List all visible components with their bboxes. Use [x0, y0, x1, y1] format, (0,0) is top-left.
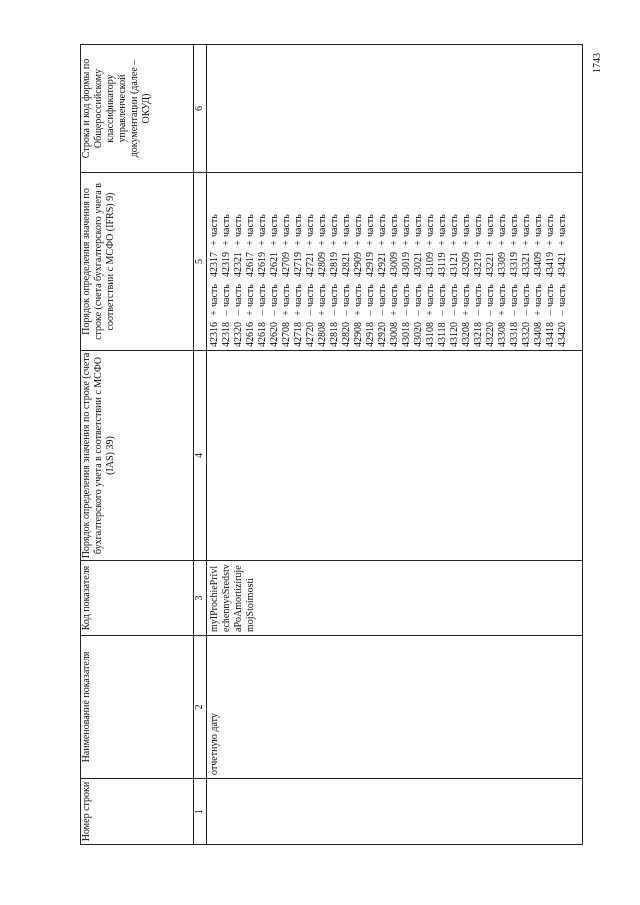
account-formula-line: [449, 176, 461, 347]
operator-sign: +: [497, 240, 508, 246]
part-label: часть: [509, 284, 520, 307]
account-number: 43019: [401, 252, 412, 277]
operator-sign: +: [557, 240, 568, 246]
indicator-code-cell: myIProchiePrivlechennyeSredstvaPoAmortizirujemojStoimosti: [207, 561, 583, 636]
row-number-cell: [207, 779, 583, 845]
account-number: 42316: [209, 322, 220, 347]
account-number: 43018: [401, 322, 412, 347]
operator-sign: +: [317, 310, 328, 316]
operator-sign: –: [437, 310, 448, 316]
account-number: 43220: [485, 322, 496, 347]
account-number: 42820: [341, 322, 352, 347]
part-label: часть: [305, 284, 316, 307]
header-ifrs9-order: Порядок определения значения по строке (счета бухгалтерского учета в соответствии с МСФО (IFRS) 9): [81, 173, 194, 351]
account-formula-line: [485, 176, 497, 347]
account-number: 43209: [461, 252, 472, 277]
account-formula-line: [437, 176, 449, 347]
part-label: часть: [425, 284, 436, 307]
operator-sign: –: [305, 310, 316, 316]
account-number: 43218: [473, 322, 484, 347]
part-label: часть: [293, 284, 304, 307]
account-formula-line: [233, 176, 245, 347]
part-label: часть: [425, 214, 436, 237]
account-number: 42318: [221, 322, 232, 347]
part-label: часть: [413, 214, 424, 237]
operator-sign: +: [221, 240, 232, 246]
operator-sign: –: [509, 310, 520, 316]
account-number: 43020: [413, 322, 424, 347]
part-label: часть: [317, 214, 328, 237]
account-number: 43208: [461, 322, 472, 347]
account-formula-line: [377, 176, 389, 347]
operator-sign: +: [485, 240, 496, 246]
operator-sign: –: [401, 310, 412, 316]
column-number: 3: [194, 561, 207, 636]
part-label: часть: [389, 214, 400, 237]
part-label: часть: [461, 284, 472, 307]
operator-sign: –: [449, 310, 460, 316]
account-number: 42616: [245, 322, 256, 347]
operator-sign: +: [425, 240, 436, 246]
operator-sign: +: [329, 240, 340, 246]
part-label: часть: [473, 284, 484, 307]
account-number: 42319: [221, 252, 232, 277]
part-label: часть: [497, 284, 508, 307]
part-label: часть: [377, 214, 388, 237]
account-number: 42908: [353, 322, 364, 347]
operator-sign: +: [545, 240, 556, 246]
part-label: часть: [269, 284, 280, 307]
account-number: 42321: [233, 252, 244, 277]
account-number: 42919: [365, 252, 376, 277]
operator-sign: –: [473, 310, 484, 316]
account-formula-list: [209, 176, 569, 347]
part-label: часть: [365, 284, 376, 307]
column-number: 1: [194, 779, 207, 845]
part-label: часть: [221, 284, 232, 307]
account-number: 43119: [437, 252, 448, 277]
part-label: часть: [389, 284, 400, 307]
part-label: часть: [437, 214, 448, 237]
operator-sign: +: [341, 240, 352, 246]
part-label: часть: [233, 284, 244, 307]
account-number: 43108: [425, 322, 436, 347]
part-label: часть: [317, 284, 328, 307]
account-number: 42721: [305, 252, 316, 277]
account-number: 42621: [269, 252, 280, 277]
column-number-row: [194, 45, 207, 845]
account-formula-line: [305, 176, 317, 347]
account-number: 42819: [329, 252, 340, 277]
part-label: часть: [497, 214, 508, 237]
operator-sign: +: [377, 240, 388, 246]
account-number: 43008: [389, 322, 400, 347]
part-label: часть: [557, 284, 568, 307]
account-number: 42620: [269, 322, 280, 347]
part-label: часть: [509, 214, 520, 237]
operator-sign: +: [269, 240, 280, 246]
account-formula-line: [329, 176, 341, 347]
part-label: часть: [341, 214, 352, 237]
account-number: 43308: [497, 322, 508, 347]
account-formula-line: [425, 176, 437, 347]
operator-sign: –: [329, 310, 340, 316]
operator-sign: +: [281, 310, 292, 316]
part-label: часть: [269, 214, 280, 237]
header-indicator-name: Наименование показателя: [81, 636, 194, 779]
operator-sign: +: [293, 310, 304, 316]
account-formula-line: [461, 176, 473, 347]
account-number: 43321: [521, 252, 532, 277]
part-label: часть: [473, 214, 484, 237]
header-okud: Строка и код формы по Общероссийскому классификатору управленческой документации (далее – ОКУД): [81, 45, 194, 173]
part-label: часть: [485, 284, 496, 307]
operator-sign: +: [509, 240, 520, 246]
operator-sign: –: [521, 310, 532, 316]
account-number: 42320: [233, 322, 244, 347]
account-number: 42909: [353, 252, 364, 277]
account-number: 42709: [281, 252, 292, 277]
account-formula-line: [341, 176, 353, 347]
operator-sign: +: [461, 310, 472, 316]
part-label: часть: [257, 284, 268, 307]
operator-sign: +: [317, 240, 328, 246]
header-ias39-order: Порядок определения значения по строке (счета бухгалтерского учета в соответствии с МСФО (IAS) 39): [81, 351, 194, 561]
operator-sign: –: [233, 310, 244, 316]
operator-sign: +: [353, 310, 364, 316]
part-label: часть: [305, 214, 316, 237]
okud-cell: [207, 45, 583, 173]
account-number: 42818: [329, 322, 340, 347]
operator-sign: –: [221, 310, 232, 316]
part-label: часть: [413, 284, 424, 307]
operator-sign: +: [233, 240, 244, 246]
account-formula-line: [545, 176, 557, 347]
account-number: 42708: [281, 322, 292, 347]
operator-sign: +: [497, 310, 508, 316]
account-number: 43420: [557, 322, 568, 347]
account-formula-line: [353, 176, 365, 347]
operator-sign: +: [401, 240, 412, 246]
account-number: 42618: [257, 322, 268, 347]
account-formula-line: [281, 176, 293, 347]
operator-sign: +: [353, 240, 364, 246]
account-number: 43221: [485, 252, 496, 277]
account-formula-line: [473, 176, 485, 347]
account-number: 43118: [437, 322, 448, 347]
account-number: 42808: [317, 322, 328, 347]
account-formula-line: [533, 176, 545, 347]
account-number: 42317: [209, 252, 220, 277]
operator-sign: +: [473, 240, 484, 246]
part-label: часть: [377, 284, 388, 307]
part-label: часть: [341, 284, 352, 307]
account-number: 43320: [521, 322, 532, 347]
header-row: [81, 45, 194, 845]
part-label: часть: [449, 284, 460, 307]
operator-sign: +: [389, 310, 400, 316]
operator-sign: +: [245, 240, 256, 246]
part-label: часть: [281, 284, 292, 307]
account-number: 43319: [509, 252, 520, 277]
account-formula-line: [497, 176, 509, 347]
account-formula-line: [269, 176, 281, 347]
account-formula-line: [293, 176, 305, 347]
account-number: 43121: [449, 252, 460, 277]
ifrs9-order-cell: [207, 173, 583, 351]
operator-sign: +: [281, 240, 292, 246]
account-number: 42619: [257, 252, 268, 277]
account-number: 43408: [533, 322, 544, 347]
part-label: часть: [329, 214, 340, 237]
indicator-name-cell: отчетную дату: [207, 636, 583, 779]
operator-sign: +: [365, 240, 376, 246]
part-label: часть: [449, 214, 460, 237]
operator-sign: +: [425, 310, 436, 316]
part-label: часть: [533, 214, 544, 237]
part-label: часть: [209, 284, 220, 307]
account-number: 42720: [305, 322, 316, 347]
indicator-table: [80, 44, 583, 845]
operator-sign: +: [533, 310, 544, 316]
ias39-order-cell: [207, 351, 583, 561]
account-number: 43009: [389, 252, 400, 277]
column-number: 2: [194, 636, 207, 779]
part-label: часть: [281, 214, 292, 237]
part-label: часть: [245, 214, 256, 237]
part-label: часть: [461, 214, 472, 237]
part-label: часть: [545, 214, 556, 237]
part-label: часть: [437, 284, 448, 307]
account-number: 43109: [425, 252, 436, 277]
operator-sign: +: [461, 240, 472, 246]
part-label: часть: [293, 214, 304, 237]
table-row: [207, 45, 583, 845]
account-number: 42921: [377, 252, 388, 277]
account-number: 42918: [365, 322, 376, 347]
operator-sign: +: [521, 240, 532, 246]
part-label: часть: [233, 214, 244, 237]
account-number: 43219: [473, 252, 484, 277]
part-label: часть: [209, 214, 220, 237]
operator-sign: +: [257, 240, 268, 246]
operator-sign: –: [377, 310, 388, 316]
part-label: часть: [365, 214, 376, 237]
account-number: 42809: [317, 252, 328, 277]
operator-sign: +: [245, 310, 256, 316]
part-label: часть: [353, 214, 364, 237]
operator-sign: –: [341, 310, 352, 316]
part-label: часть: [533, 284, 544, 307]
account-formula-line: [557, 176, 569, 347]
part-label: часть: [485, 214, 496, 237]
account-formula-line: [413, 176, 425, 347]
operator-sign: –: [257, 310, 268, 316]
part-label: часть: [221, 214, 232, 237]
operator-sign: +: [305, 240, 316, 246]
account-formula-line: [245, 176, 257, 347]
page-number: 1743: [592, 53, 603, 73]
part-label: часть: [557, 214, 568, 237]
operator-sign: +: [437, 240, 448, 246]
part-label: часть: [401, 214, 412, 237]
operator-sign: +: [209, 240, 220, 246]
part-label: часть: [545, 284, 556, 307]
account-formula-line: [521, 176, 533, 347]
operator-sign: +: [209, 310, 220, 316]
account-number: 43021: [413, 252, 424, 277]
operator-sign: –: [269, 310, 280, 316]
account-formula-line: [401, 176, 413, 347]
part-label: часть: [329, 284, 340, 307]
part-label: часть: [401, 284, 412, 307]
part-label: часть: [521, 284, 532, 307]
account-formula-line: [209, 176, 221, 347]
account-formula-line: [509, 176, 521, 347]
operator-sign: –: [365, 310, 376, 316]
operator-sign: –: [413, 310, 424, 316]
column-number: 5: [194, 173, 207, 351]
account-number: 43318: [509, 322, 520, 347]
account-formula-line: [221, 176, 233, 347]
account-number: 42719: [293, 252, 304, 277]
operator-sign: –: [545, 310, 556, 316]
column-number: 4: [194, 351, 207, 561]
operator-sign: –: [557, 310, 568, 316]
account-number: 42920: [377, 322, 388, 347]
account-formula-line: [317, 176, 329, 347]
part-label: часть: [257, 214, 268, 237]
account-formula-line: [389, 176, 401, 347]
account-number: 43120: [449, 322, 460, 347]
account-number: 42718: [293, 322, 304, 347]
account-number: 43409: [533, 252, 544, 277]
header-indicator-code: Код показателя: [81, 561, 194, 636]
account-number: 43421: [557, 252, 568, 277]
operator-sign: –: [485, 310, 496, 316]
header-row-number: Номер строки: [81, 779, 194, 845]
account-number: 42821: [341, 252, 352, 277]
operator-sign: +: [533, 240, 544, 246]
account-number: 43418: [545, 322, 556, 347]
operator-sign: +: [449, 240, 460, 246]
account-formula-line: [365, 176, 377, 347]
part-label: часть: [245, 284, 256, 307]
operator-sign: +: [293, 240, 304, 246]
operator-sign: +: [389, 240, 400, 246]
account-formula-line: [257, 176, 269, 347]
account-number: 43309: [497, 252, 508, 277]
column-number: 6: [194, 45, 207, 173]
account-number: 43419: [545, 252, 556, 277]
part-label: часть: [353, 284, 364, 307]
part-label: часть: [521, 214, 532, 237]
operator-sign: +: [413, 240, 424, 246]
account-number: 42617: [245, 252, 256, 277]
